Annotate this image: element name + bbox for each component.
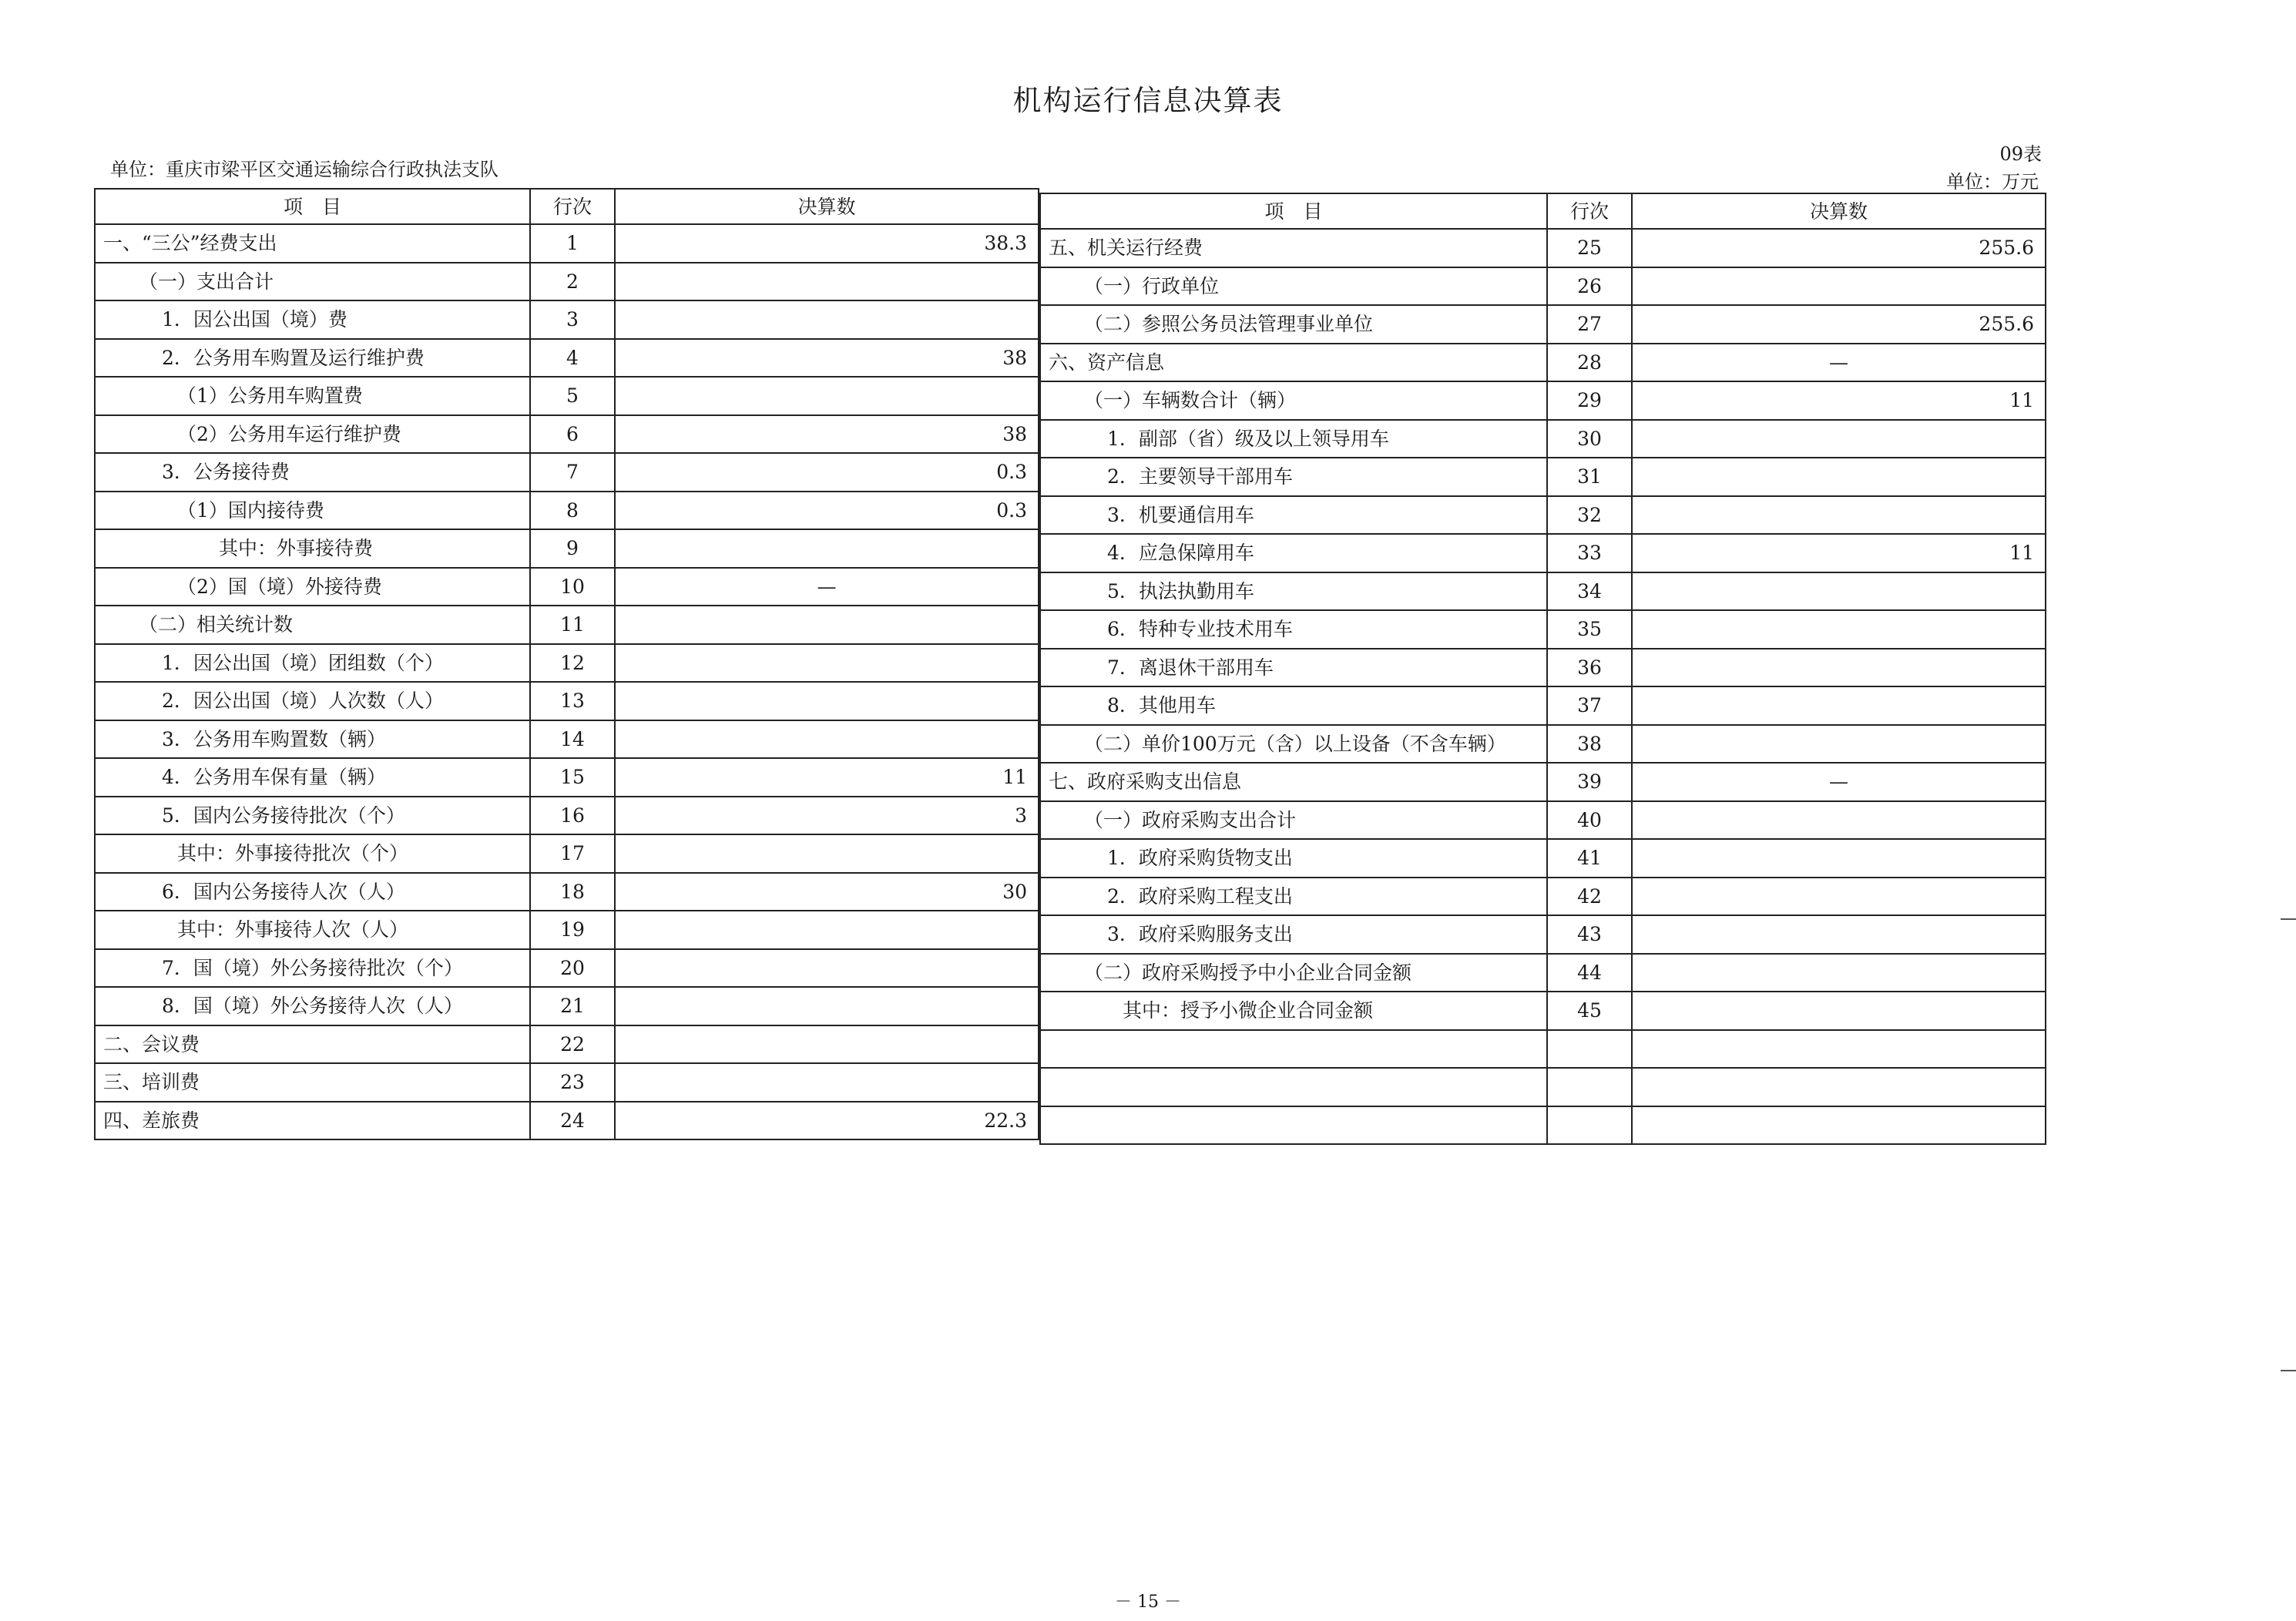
table-row [1040, 725, 2046, 764]
item-cell: 四、差旅费 [95, 1102, 530, 1140]
form-number: 09表 [1999, 143, 2042, 165]
amount-cell: 38.3 [615, 224, 1039, 263]
item-cell: （一）支出合计 [95, 263, 530, 301]
item-cell: 7．离退休干部用车 [1040, 649, 1547, 687]
amount-cell: 3 [615, 797, 1039, 835]
amount-cell: 11 [1632, 534, 2046, 572]
amount-cell: — [1632, 344, 2046, 382]
table-row [95, 224, 1039, 263]
table-row [1040, 649, 2046, 687]
line-number-cell: 30 [1547, 420, 1632, 458]
table-row [1040, 305, 2046, 344]
item-cell: 1．因公出国（境）团组数（个） [95, 644, 530, 683]
amount-cell: 11 [615, 758, 1039, 797]
item-cell: （二）单价100万元（含）以上设备（不含车辆） [1040, 725, 1547, 764]
table-row [1040, 229, 2046, 267]
amount-cell [615, 682, 1039, 720]
item-cell: 3．政府采购服务支出 [1040, 915, 1547, 954]
scan-edge-mark [2281, 918, 2296, 920]
table-header-row [1040, 193, 2046, 229]
amount-cell [615, 606, 1039, 644]
item-cell: 二、会议费 [95, 1025, 530, 1064]
table-row [1040, 915, 2046, 954]
item-column-header: 项 目 [1040, 193, 1547, 229]
line-number-cell: 5 [530, 377, 615, 415]
table-row [95, 492, 1039, 530]
amount-cell [615, 263, 1039, 301]
amount-cell [615, 644, 1039, 683]
table-header-row [95, 189, 1039, 224]
line-number-cell: 1 [530, 224, 615, 263]
table-row [1040, 992, 2046, 1030]
table-row [95, 415, 1039, 454]
line-number-cell: 37 [1547, 686, 1632, 725]
line-number-cell: 4 [530, 339, 615, 378]
amount-cell [1632, 610, 2046, 649]
item-cell: 2．因公出国（境）人次数（人） [95, 682, 530, 720]
line-number-cell: 26 [1547, 267, 1632, 306]
amount-cell: 38 [615, 415, 1039, 454]
table-row [1040, 344, 2046, 382]
table-row [95, 834, 1039, 873]
line-number-cell: 17 [530, 834, 615, 873]
item-cell: （一）车辆数合计（辆） [1040, 381, 1547, 420]
line-number-cell: 36 [1547, 649, 1632, 687]
line-number-cell: 7 [530, 453, 615, 492]
line-number-cell: 31 [1547, 458, 1632, 496]
line-number-cell: 23 [530, 1063, 615, 1102]
item-cell: 其中：外事接待批次（个） [95, 834, 530, 873]
amount-cell [1632, 686, 2046, 725]
item-cell: 2．政府采购工程支出 [1040, 878, 1547, 916]
page-number: － 15 － [1115, 1592, 1181, 1612]
item-cell: （二）相关统计数 [95, 606, 530, 644]
line-number-cell [1547, 1030, 1632, 1069]
table-row [95, 529, 1039, 568]
item-cell: （一）行政单位 [1040, 267, 1547, 306]
table-row [95, 606, 1039, 644]
scan-edge-mark [2281, 1370, 2296, 1371]
table-row [1040, 534, 2046, 572]
table-row [1040, 1106, 2046, 1145]
line-number-cell: 32 [1547, 496, 1632, 535]
table-row [95, 300, 1039, 339]
currency-unit: 单位：万元 [1946, 171, 2039, 193]
line-number-cell: 14 [530, 720, 615, 759]
item-cell [1040, 1068, 1547, 1106]
amount-cell [615, 720, 1039, 759]
item-cell: 三、培训费 [95, 1063, 530, 1102]
table-row [95, 873, 1039, 911]
line-number-cell: 39 [1547, 763, 1632, 801]
line-number-cell: 3 [530, 300, 615, 339]
line-number-cell: 40 [1547, 801, 1632, 840]
line-number-cell: 6 [530, 415, 615, 454]
line-number-cell: 33 [1547, 534, 1632, 572]
line-number-cell: 12 [530, 644, 615, 683]
line-number-cell: 16 [530, 797, 615, 835]
table-row [95, 911, 1039, 949]
amount-column-header: 决算数 [1632, 193, 2046, 229]
amount-cell [1632, 839, 2046, 878]
amount-cell [1632, 801, 2046, 840]
amount-cell: 0.3 [615, 492, 1039, 530]
table-row [95, 720, 1039, 759]
line-number-cell: 24 [530, 1102, 615, 1140]
item-cell: 4．公务用车保有量（辆） [95, 758, 530, 797]
item-cell [1040, 1030, 1547, 1069]
line-number-cell: 35 [1547, 610, 1632, 649]
item-cell: 7．国（境）外公务接待批次（个） [95, 949, 530, 988]
table-row [95, 1025, 1039, 1064]
table-row [95, 568, 1039, 606]
item-cell: （二）参照公务员法管理事业单位 [1040, 305, 1547, 344]
line-number-cell: 20 [530, 949, 615, 988]
table-row [1040, 1068, 2046, 1106]
amount-cell [615, 377, 1039, 415]
amount-cell [1632, 572, 2046, 611]
item-cell: 3．公务接待费 [95, 453, 530, 492]
item-cell: 8．国（境）外公务接待人次（人） [95, 987, 530, 1025]
table-row [95, 263, 1039, 301]
amount-cell: 30 [615, 873, 1039, 911]
table-row [1040, 763, 2046, 801]
line-number-cell: 44 [1547, 954, 1632, 992]
amount-cell [1632, 725, 2046, 764]
item-cell: 8．其他用车 [1040, 686, 1547, 725]
item-cell: （2）公务用车运行维护费 [95, 415, 530, 454]
amount-cell: 38 [615, 339, 1039, 378]
table-row [1040, 839, 2046, 878]
amount-cell [1632, 878, 2046, 916]
line-number-cell: 43 [1547, 915, 1632, 954]
line-number-cell: 45 [1547, 992, 1632, 1030]
line-number-cell: 10 [530, 568, 615, 606]
amount-cell [615, 911, 1039, 949]
amount-cell [1632, 496, 2046, 535]
amount-cell [1632, 420, 2046, 458]
item-cell: 2．公务用车购置及运行维护费 [95, 339, 530, 378]
line-number-cell: 8 [530, 492, 615, 530]
item-column-header: 项 目 [95, 189, 530, 224]
line-number-cell: 18 [530, 873, 615, 911]
table-row [95, 377, 1039, 415]
item-cell: （1）国内接待费 [95, 492, 530, 530]
line-number-cell: 28 [1547, 344, 1632, 382]
table-row [95, 644, 1039, 683]
item-cell: （一）政府采购支出合计 [1040, 801, 1547, 840]
left-table-body [95, 224, 1039, 1139]
amount-cell [1632, 1068, 2046, 1106]
amount-cell [615, 987, 1039, 1025]
left-table [94, 188, 1039, 1140]
amount-cell [1632, 649, 2046, 687]
item-cell: 1．因公出国（境）费 [95, 300, 530, 339]
table-row [95, 682, 1039, 720]
table-row [1040, 496, 2046, 535]
item-cell [1040, 1106, 1547, 1145]
line-number-cell: 2 [530, 263, 615, 301]
reporting-unit: 单位：重庆市梁平区交通运输综合行政执法支队 [110, 159, 498, 180]
amount-cell [615, 949, 1039, 988]
amount-column-header: 决算数 [615, 189, 1039, 224]
amount-cell: — [615, 568, 1039, 606]
document-title: 机构运行信息决算表 [1012, 84, 1284, 117]
line-number-cell: 42 [1547, 878, 1632, 916]
right-table-body [1040, 229, 2046, 1144]
table-row [95, 1063, 1039, 1102]
line-number-cell: 25 [1547, 229, 1632, 267]
line-number-cell: 34 [1547, 572, 1632, 611]
table-row [1040, 572, 2046, 611]
amount-cell [1632, 915, 2046, 954]
amount-cell: 11 [1632, 381, 2046, 420]
line-number-cell: 11 [530, 606, 615, 644]
line-number-cell: 41 [1547, 839, 1632, 878]
table-row [95, 987, 1039, 1025]
amount-cell: 255.6 [1632, 229, 2046, 267]
amount-cell [1632, 1106, 2046, 1145]
amount-cell [1632, 1030, 2046, 1069]
item-cell: （2）国（境）外接待费 [95, 568, 530, 606]
amount-cell [1632, 992, 2046, 1030]
amount-cell [1632, 458, 2046, 496]
item-cell: 六、资产信息 [1040, 344, 1547, 382]
amount-cell [1632, 954, 2046, 992]
table-row [95, 949, 1039, 988]
line-column-header: 行次 [1547, 193, 1632, 229]
item-cell: 5．执法执勤用车 [1040, 572, 1547, 611]
table-row [1040, 420, 2046, 458]
table-row [1040, 458, 2046, 496]
amount-cell: 255.6 [1632, 305, 2046, 344]
line-number-cell: 19 [530, 911, 615, 949]
table-row [95, 758, 1039, 797]
right-table [1039, 193, 2046, 1145]
line-number-cell: 22 [530, 1025, 615, 1064]
amount-cell: 22.3 [615, 1102, 1039, 1140]
item-cell: 3．机要通信用车 [1040, 496, 1547, 535]
line-number-cell: 15 [530, 758, 615, 797]
item-cell: 其中：授予小微企业合同金额 [1040, 992, 1547, 1030]
table-row [1040, 801, 2046, 840]
item-cell: 1．政府采购货物支出 [1040, 839, 1547, 878]
line-number-cell: 29 [1547, 381, 1632, 420]
table-row [95, 339, 1039, 378]
item-cell: （二）政府采购授予中小企业合同金额 [1040, 954, 1547, 992]
table-row [1040, 381, 2046, 420]
amount-cell [615, 1063, 1039, 1102]
line-number-cell: 9 [530, 529, 615, 568]
item-cell: 4．应急保障用车 [1040, 534, 1547, 572]
line-number-cell: 13 [530, 682, 615, 720]
table-row [95, 453, 1039, 492]
line-number-cell: 38 [1547, 725, 1632, 764]
amount-cell: — [1632, 763, 2046, 801]
item-cell: 5．国内公务接待批次（个） [95, 797, 530, 835]
item-cell: （1）公务用车购置费 [95, 377, 530, 415]
table-row [1040, 878, 2046, 916]
item-cell: 6．国内公务接待人次（人） [95, 873, 530, 911]
line-column-header: 行次 [530, 189, 615, 224]
item-cell: 五、机关运行经费 [1040, 229, 1547, 267]
amount-cell: 0.3 [615, 453, 1039, 492]
line-number-cell: 27 [1547, 305, 1632, 344]
amount-cell [1632, 267, 2046, 306]
table-row [1040, 954, 2046, 992]
item-cell: 一、“三公”经费支出 [95, 224, 530, 263]
line-number-cell [1547, 1106, 1632, 1145]
table-row [95, 797, 1039, 835]
item-cell: 3．公务用车购置数（辆） [95, 720, 530, 759]
table-row [1040, 610, 2046, 649]
amount-cell [615, 1025, 1039, 1064]
item-cell: 其中：外事接待人次（人） [95, 911, 530, 949]
line-number-cell [1547, 1068, 1632, 1106]
line-number-cell: 21 [530, 987, 615, 1025]
item-cell: 其中：外事接待费 [95, 529, 530, 568]
amount-cell [615, 834, 1039, 873]
table-row [1040, 267, 2046, 306]
table-row [1040, 686, 2046, 725]
amount-cell [615, 300, 1039, 339]
table-row [1040, 1030, 2046, 1069]
table-row [95, 1102, 1039, 1140]
item-cell: 6．特种专业技术用车 [1040, 610, 1547, 649]
item-cell: 2．主要领导干部用车 [1040, 458, 1547, 496]
amount-cell [615, 529, 1039, 568]
item-cell: 七、政府采购支出信息 [1040, 763, 1547, 801]
item-cell: 1．副部（省）级及以上领导用车 [1040, 420, 1547, 458]
